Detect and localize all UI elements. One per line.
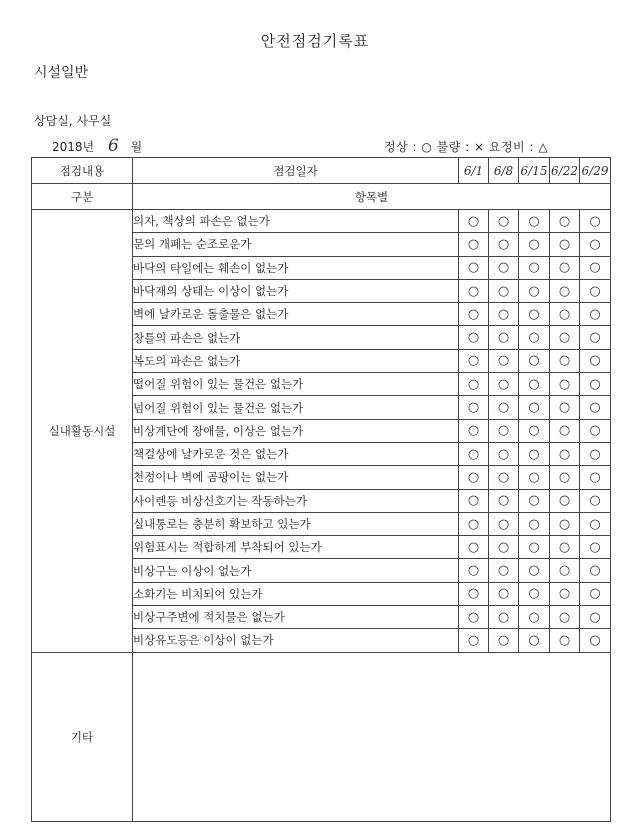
check-mark: ○ [459,349,489,372]
check-mark: ○ [580,442,611,465]
check-mark: ○ [550,396,580,419]
check-mark: ○ [580,536,611,559]
section-label: 실내활동시설 [32,210,133,653]
check-mark: ○ [489,279,519,302]
check-mark: ○ [489,210,519,233]
check-mark: ○ [580,489,611,512]
check-mark: ○ [550,326,580,349]
month-value: 6 [107,136,119,156]
item-label: 위험표시는 적합하게 부착되어 있는가 [133,536,459,559]
check-mark: ○ [580,559,611,582]
check-mark: ○ [550,489,580,512]
check-mark: ○ [489,373,519,396]
item-label: 실내통로는 충분히 확보하고 있는가 [133,512,459,535]
check-mark: ○ [550,279,580,302]
check-mark: ○ [519,606,550,629]
check-mark: ○ [580,279,611,302]
item-label: 사이렌등 비상신호기는 작동하는가 [133,489,459,512]
check-mark: ○ [459,559,489,582]
item-label: 비상유도등은 이상이 없는가 [133,629,459,652]
check-mark: ○ [459,512,489,535]
check-mark: ○ [459,373,489,396]
check-mark: ○ [489,629,519,652]
check-mark: ○ [489,326,519,349]
table-row [32,210,611,233]
location-label: 상담실, 사무실 [34,114,112,128]
check-mark: ○ [550,582,580,605]
check-mark: ○ [459,326,489,349]
check-mark: ○ [459,303,489,326]
check-mark: ○ [459,536,489,559]
inspection-table [31,157,611,822]
check-mark: ○ [519,256,550,279]
check-mark: ○ [550,373,580,396]
item-label: 천정이나 벽에 곰팡이는 없는가 [133,466,459,489]
check-mark: ○ [580,349,611,372]
check-mark: ○ [519,326,550,349]
check-mark: ○ [489,536,519,559]
check-mark: ○ [519,629,550,652]
inspection-date [52,136,142,156]
item-label: 벽에 날카로운 돌출물은 없는가 [133,303,459,326]
check-mark: ○ [489,466,519,489]
check-mark: ○ [489,233,519,256]
check-mark: ○ [459,256,489,279]
check-mark: ○ [489,559,519,582]
year-label: 2018년 [52,140,95,154]
check-mark: ○ [489,419,519,442]
check-mark: ○ [519,349,550,372]
legend: 정상 : ○ 불량 : × 요정비 : △ [384,140,549,154]
check-mark: ○ [519,279,550,302]
check-mark: ○ [519,396,550,419]
check-mark: ○ [459,419,489,442]
date-cell: 6/1 [459,158,489,184]
header-row-type [32,184,611,210]
check-mark: ○ [519,582,550,605]
check-mark: ○ [580,582,611,605]
check-mark: ○ [519,442,550,465]
header-row-dates [32,158,611,184]
check-mark: ○ [459,279,489,302]
check-mark: ○ [519,233,550,256]
check-mark: ○ [580,326,611,349]
item-label: 책걸상에 날카로운 것은 없는가 [133,442,459,465]
item-label: 복도의 파손은 없는가 [133,349,459,372]
date-cell: 6/22 [550,158,580,184]
check-mark: ○ [459,233,489,256]
check-mark: ○ [519,303,550,326]
check-mark: ○ [519,559,550,582]
check-mark: ○ [580,396,611,419]
check-mark: ○ [519,536,550,559]
check-mark: ○ [489,396,519,419]
facility-category: 시설일반 [34,65,89,81]
item-label: 소화기는 비치되어 있는가 [133,582,459,605]
content-header: 점검내용 [32,158,133,184]
check-mark: ○ [580,419,611,442]
item-label: 바닥의 타일에는 훼손이 없는가 [133,256,459,279]
check-mark: ○ [550,559,580,582]
check-mark: ○ [580,512,611,535]
check-mark: ○ [489,303,519,326]
check-mark: ○ [519,373,550,396]
check-mark: ○ [580,373,611,396]
check-mark: ○ [550,442,580,465]
other-row [32,652,611,821]
type-header: 구분 [32,184,133,210]
check-mark: ○ [459,582,489,605]
date-cell: 6/15 [519,158,550,184]
check-mark: ○ [459,396,489,419]
check-mark: ○ [519,466,550,489]
check-mark: ○ [489,442,519,465]
check-mark: ○ [550,606,580,629]
check-mark: ○ [550,303,580,326]
check-mark: ○ [519,419,550,442]
check-mark: ○ [550,210,580,233]
check-mark: ○ [550,629,580,652]
item-label: 비상구주변에 적치물은 없는가 [133,606,459,629]
check-mark: ○ [550,233,580,256]
item-label: 문의 개폐는 순조로운가 [133,233,459,256]
check-mark: ○ [550,466,580,489]
page-title: 안전점검기록표 [260,32,370,50]
check-mark: ○ [550,512,580,535]
check-mark: ○ [580,256,611,279]
item-label: 떨어질 위험이 있는 물건은 없는가 [133,373,459,396]
item-label: 넘어질 위험이 있는 물건은 없는가 [133,396,459,419]
other-notes-area [133,652,611,821]
check-mark: ○ [519,210,550,233]
month-label: 월 [130,140,143,154]
other-label: 기타 [32,652,133,821]
check-mark: ○ [550,256,580,279]
item-label: 비상계단에 장애물, 이상은 없는가 [133,419,459,442]
check-mark: ○ [489,349,519,372]
check-mark: ○ [459,606,489,629]
item-label: 의자, 책상의 파손은 없는가 [133,210,459,233]
check-mark: ○ [459,466,489,489]
check-mark: ○ [489,512,519,535]
check-mark: ○ [519,512,550,535]
date-cell: 6/29 [580,158,611,184]
check-mark: ○ [580,606,611,629]
check-mark: ○ [459,489,489,512]
check-mark: ○ [550,536,580,559]
item-label: 바닥재의 상태는 이상이 없는가 [133,279,459,302]
check-mark: ○ [459,210,489,233]
check-mark: ○ [459,442,489,465]
check-mark: ○ [580,629,611,652]
check-mark: ○ [519,489,550,512]
check-mark: ○ [580,210,611,233]
check-mark: ○ [580,233,611,256]
check-mark: ○ [580,303,611,326]
check-mark: ○ [580,466,611,489]
date-header: 점검일자 [133,158,459,184]
items-header: 항목별 [133,184,611,210]
check-mark: ○ [489,489,519,512]
check-mark: ○ [489,256,519,279]
date-cell: 6/8 [489,158,519,184]
check-mark: ○ [459,629,489,652]
check-mark: ○ [489,606,519,629]
item-label: 비상구는 이상이 없는가 [133,559,459,582]
check-mark: ○ [550,349,580,372]
check-mark: ○ [489,582,519,605]
check-mark: ○ [550,419,580,442]
item-label: 창틀의 파손은 없는가 [133,326,459,349]
